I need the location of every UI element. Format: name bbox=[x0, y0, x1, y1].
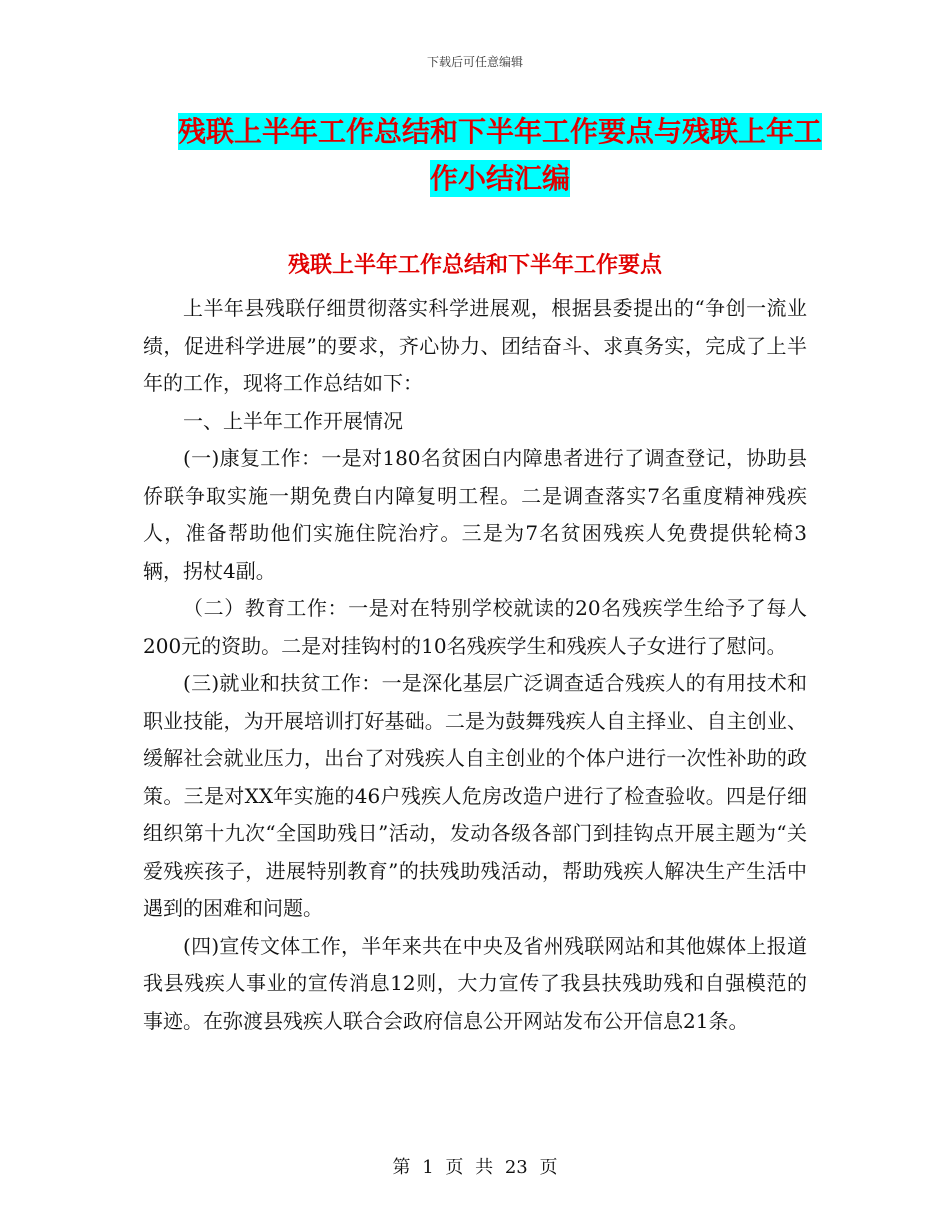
main-title bbox=[150, 108, 850, 202]
page-footer: 第 1 页 共 23 页 bbox=[392, 1157, 558, 1178]
paragraph-intro: 上半年县残联仔细贯彻落实科学进展观，根据县委提出的“争创一流业绩，促进科学进展”的要求，齐心协力、团结奋斗、求真务实，完成了上半年的工作，现将工作总结如下： bbox=[143, 296, 807, 395]
body-text bbox=[143, 290, 807, 1040]
paragraph-rehabilitation: (一)康复工作：一是对180名贫困白内障患者进行了调查登记，协助县侨联争取实施一期免费白内障复明工程。二是调查落实7名重度精神残疾人，准备帮助他们实施住院治疗。三是为7名贫困残疾人免费提供轮椅3辆，拐杖4副。 bbox=[143, 446, 807, 583]
section-title: 残联上半年工作总结和下半年工作要点 bbox=[287, 253, 662, 278]
main-title-line-1: 残联上半年工作总结和下半年工作要点与残联上年工 bbox=[177, 115, 822, 148]
main-title-line-2: 作小结汇编 bbox=[429, 162, 570, 195]
paragraph-employment: (三)就业和扶贫工作：一是深化基层广泛调查适合残疾人的有用技术和职业技能，为开展培训打好基础。二是为鼓舞残疾人自主择业、自主创业、缓解社会就业压力，出台了对残疾人自主创业的个体户进行一次性补助的政策。三是对XX年实施的46户残疾人危房改造户进行了检查验收。四是仔细组织第十九次“全国助残日”活动，发动各级各部门到挂钩点开展主题为“关爱残疾孩子，进展特别教育”的扶残助残活动，帮助残疾人解决生产生活中遇到的困难和问题。 bbox=[143, 671, 807, 920]
header-note: 下载后可任意编辑 bbox=[426, 55, 523, 69]
paragraph-education: （二）教育工作：一是对在特别学校就读的20名残疾学生给予了每人200元的资助。二是对挂钩村的10名残疾学生和残疾人子女进行了慰问。 bbox=[143, 596, 807, 658]
paragraph-publicity: (四)宣传文体工作，半年来共在中央及省州残联网站和其他媒体上报道我县残疾人事业的宣传消息12则，大力宣传了我县扶残助残和自强模范的事迹。在弥渡县残疾人联合会政府信息公开网站发布公开信息21条。 bbox=[143, 933, 807, 1033]
paragraph-heading-1: 一、上半年工作开展情况 bbox=[183, 408, 403, 433]
